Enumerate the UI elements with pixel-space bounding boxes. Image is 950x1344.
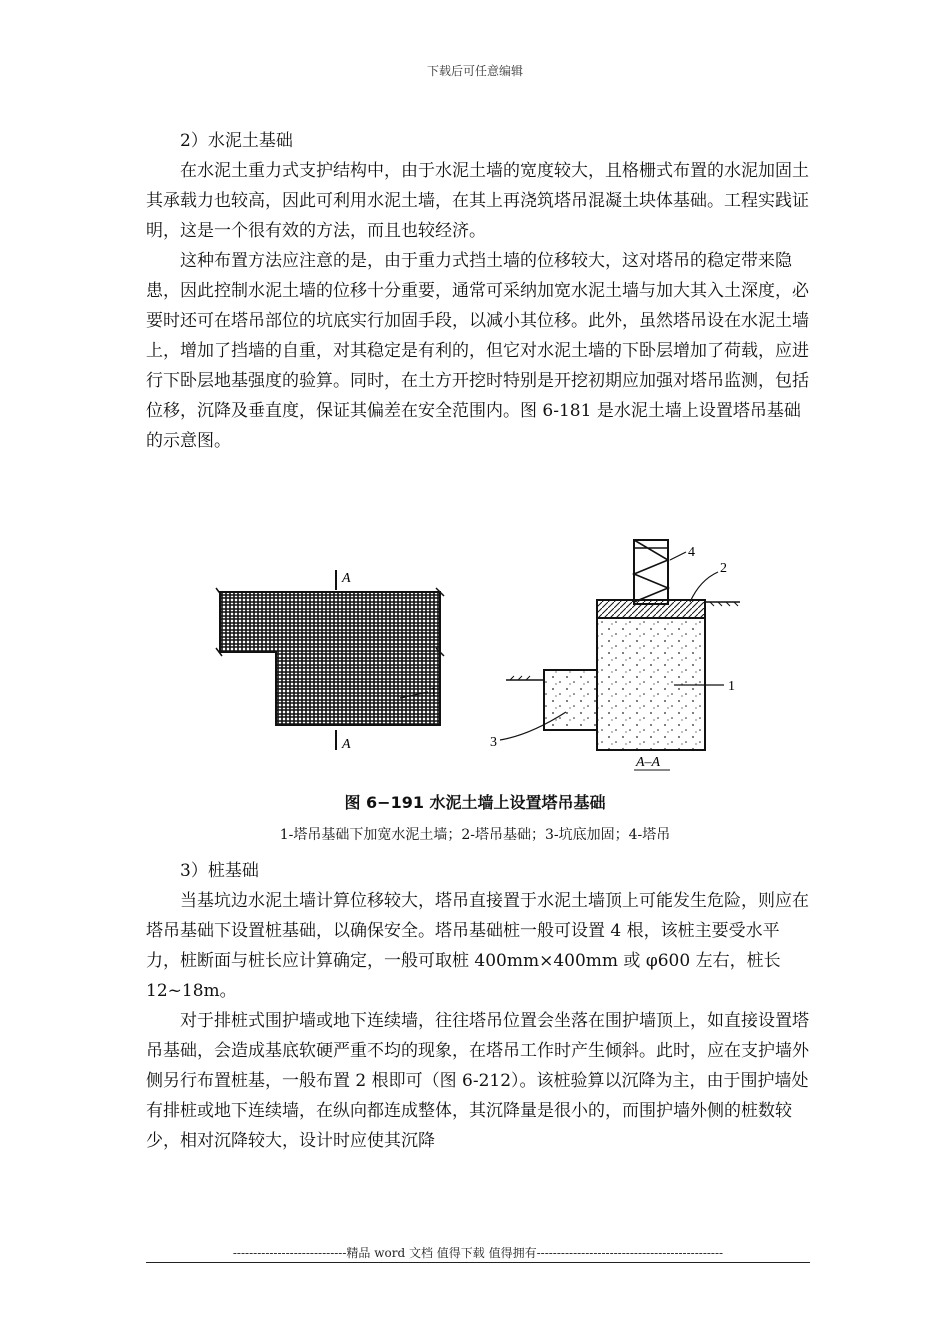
section-mark-bottom: A [342, 737, 351, 752]
plan-view [216, 570, 444, 752]
section-mark-top: A [342, 571, 351, 586]
section-heading: 3）桩基础 [180, 861, 259, 881]
section-cement-soil-foundation [146, 126, 810, 456]
section-heading: 2）水泥土基础 [180, 131, 293, 151]
label-1-left: 1 [430, 685, 437, 700]
page-header: 下载后可任意编辑 [426, 64, 523, 78]
section-title: A–A [636, 755, 661, 770]
figure-caption: 图 6−191 水泥土墙上设置塔吊基础 [344, 793, 606, 812]
footer-divider [146, 1262, 810, 1263]
foundation-diagram [200, 530, 760, 780]
paragraph: 当基坑边水泥土墙计算位移较大，塔吊直接置于水泥土墙顶上可能发生危险，则应在塔吊基础下设置桩基础，以确保安全。塔吊基础桩一般可设置 4 根，该桩主要受水平力，桩断面与桩长应计算确定，一般可取桩 400mm×400mm 或 φ600 左右，桩长 12~18m。 [146, 891, 809, 1001]
figure-diagram [200, 530, 760, 780]
figure-legend: 1-塔吊基础下加宽水泥土墙；2-塔吊基础；3-坑底加固；4-塔吊 [279, 827, 671, 843]
paragraph: 这种布置方法应注意的是，由于重力式挡土墙的位移较大，这对塔吊的稳定带来隐患，因此控制水泥土墙的位移十分重要，通常可采纳加宽水泥土墙与加大其入土深度，必要时还可在塔吊部位的坑底实行加固手段，以减小其位移。此外，虽然塔吊设在水泥土墙上，增加了挡墙的自重，对其稳定是有利的，但它对水泥土墙的下卧层增加了荷载，应进行下卧层地基强度的验算。同时，在土方开挖时特别是开挖初期应加强对塔吊监测，包括位移，沉降及垂直度，保证其偏差在安全范围内。图 6-181 是水泥土墙上设置塔吊基础的示意图。 [146, 251, 809, 451]
label-1-right: 1 [728, 679, 735, 694]
label-2: 2 [720, 561, 727, 576]
label-3: 3 [490, 735, 497, 750]
paragraph: 对于排桩式围护墙或地下连续墙，往往塔吊位置会坐落在围护墙顶上，如直接设置塔吊基础，会造成基底软硬严重不均的现象，在塔吊工作时产生倾斜。此时，应在支护墙外侧另行布置桩基，一般布置 2 根即可（图 6-212）。该桩验算以沉降为主，由于围护墙处有排桩或地下连续墙，在纵向都连成整体，其沉降量是很小的，而围护墙外侧的桩数较少，相对沉降较大，设计时应使其沉降 [146, 1011, 809, 1151]
paragraph: 在水泥土重力式支护结构中，由于水泥土墙的宽度较大，且格栅式布置的水泥加固土其承载力也较高，因此可利用水泥土墙，在其上再浇筑塔吊混凝土块体基础。工程实践证明，这是一个很有效的方法，而且也较经济。 [146, 161, 809, 241]
section-pile-foundation [146, 856, 810, 1156]
label-4: 4 [688, 545, 695, 560]
section-view [490, 540, 740, 770]
page-footer: ----------------------------精品 word 文档 值得下载 值得拥有---------------------------------------------- [232, 1246, 724, 1260]
